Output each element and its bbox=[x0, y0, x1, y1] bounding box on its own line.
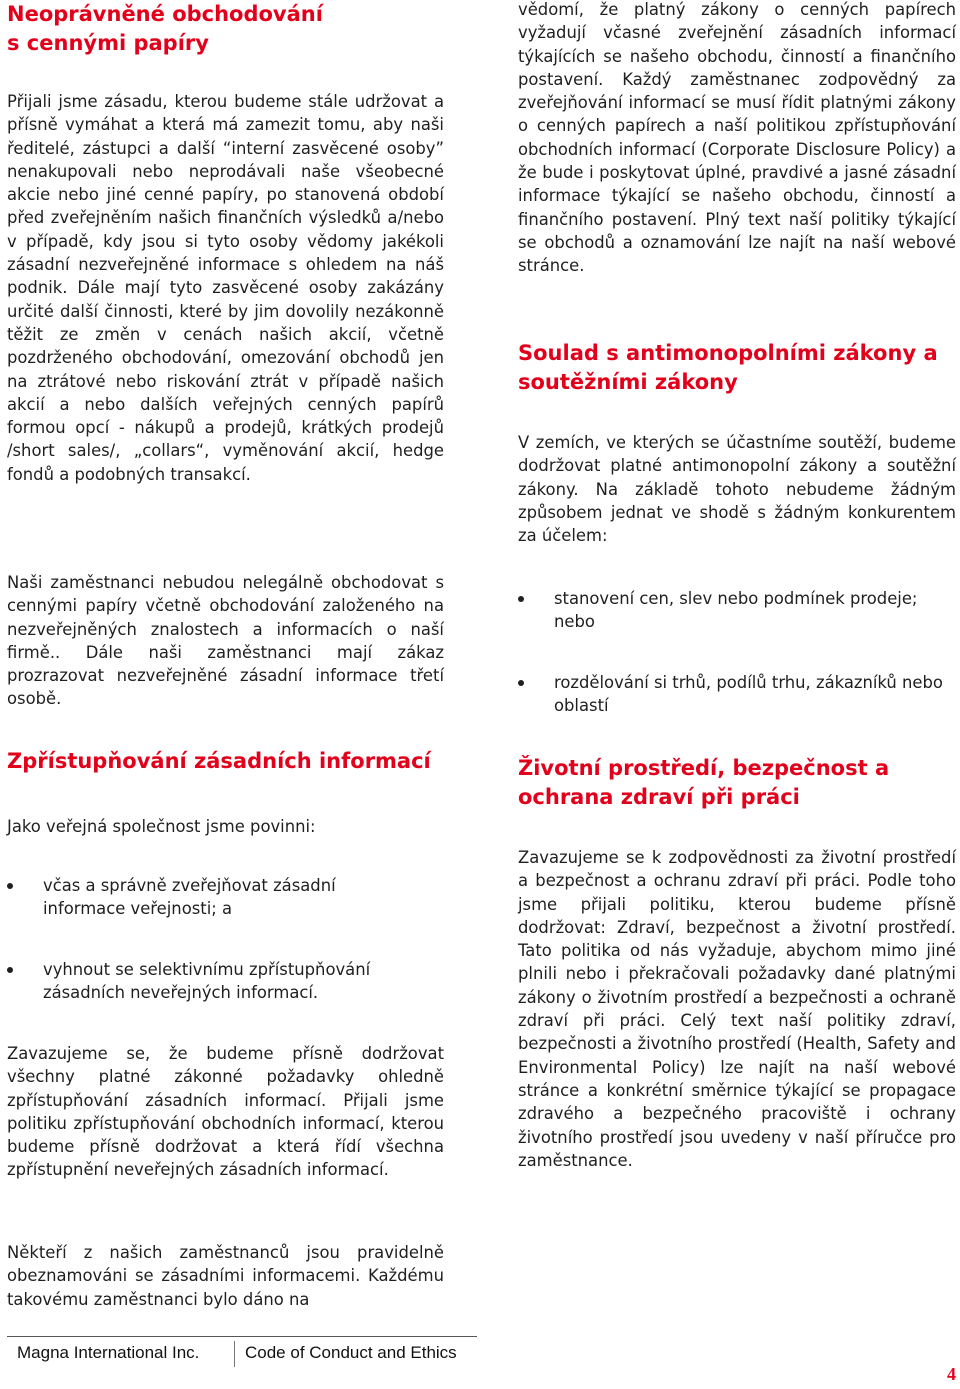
paragraph-environment-safety: Zavazujeme se k zodpovědnosti za životní prostředí a bezpečnost a ochranu zdraví při práci. Podle toho jsme přijali politiku, kterou budeme přísně dodržovat: Zdraví, bezpečnost a životní prostředí. Tato politika od nás vyžaduje, abychom mimo jiné plnili nebo i překračovali požadavky dané platnými zákony o životním prostředí a bezpečnosti a ochraně zdraví při práci. Celý text naší politiky zdraví, bezpečnosti a životního prostředí (Health, Safety and Environmental Policy) lze najít na naší webové stránce a konkrétní směrnice týkající se propagace zdravého a bezpečného pracoviště i ochrany životního prostředí jsou uvedeny v naší příručce pro zaměstnance. bbox=[518, 848, 956, 1170]
antitrust-list bbox=[518, 587, 956, 717]
list-item: stanovení cen, slev nebo podmínek prodeje; nebo bbox=[518, 587, 956, 634]
paragraph-obligations-intro: Jako veřejná společnost jsme povinni: bbox=[7, 817, 316, 836]
list-item: rozdělování si trhů, podílů trhu, zákazníků nebo oblastí bbox=[518, 671, 956, 718]
bullet-icon bbox=[7, 967, 13, 973]
footer-company: Magna International Inc. bbox=[17, 1343, 200, 1362]
paragraph-insider-policy: Přijali jsme zásadu, kterou budeme stále udržovat a přísně vymáhat a která má zamezit tomu, aby naši ředitelé, zástupci a další “interní zasvěcené osoby” nenakupovali nebo neprodávali naše všeobecné akcie nebo jiné cenné papíry, po stanovená období před zveřejněním našich finančních výsledků a/nebo v případě, kdy jsou si tyto osoby vědomy jakékoli zásadní nezveřejněné informace s ohledem na náš podnik. Dále mají tyto zasvěcené osoby zakázány určité další činnosti, které by jim dovolily nezákonně těžit ze změn v cenách našich akcií, včetně pozdrženého obchodování, omezování obchodů jen na ztrátové nebo riskování ztrát v případě našich akcií a nebo dalších veřejných cenných papírů formou opcí - nákupů a prodejů, krátkých prodejů /short sales/, „collars“, vyměnování akcií, hedge fondů a podobných transakcí. bbox=[7, 92, 444, 484]
list-item: vyhnout se selektivnímu zpřístupňování zásadních neveřejných informací. bbox=[7, 958, 397, 1005]
page-number: 4 bbox=[947, 1364, 956, 1384]
paragraph-employee-trading: Naši zaměstnanci nebudou nelegálně obchodovat s cennými papíry včetně obchodování založeného na nezveřejněných znalostech a informacích o naší firmě.. Dále naši zaměstnanci mají zákaz prozrazovat nezveřejněné zásadní informace třetí osobě. bbox=[7, 573, 444, 709]
bullet-icon bbox=[7, 883, 13, 889]
paragraph-employee-notice: Někteří z našich zaměstnanců jsou pravidelně obeznamováni se zásadními informacemi. Každému takovému zaměstnanci bylo dáno na bbox=[7, 1243, 444, 1309]
footer-document-title: Code of Conduct and Ethics bbox=[245, 1343, 457, 1362]
list-item: včas a správně zveřejňovat zásadní informace veřejnosti; a bbox=[7, 874, 397, 921]
heading-insider-trading: Neoprávněné obchodování s cennými papíry bbox=[7, 2, 323, 55]
footer-divider bbox=[234, 1341, 235, 1367]
paragraph-antitrust: V zemích, ve kterých se účastníme soutěží, budeme dodržovat platné antimonopolní zákony a soutěžní zákony. Na základě tohoto nebudeme žádným způsobem jednat ve shodě s žádným konkurentem za účelem: bbox=[518, 433, 956, 546]
paragraph-disclosure-commitment: Zavazujeme se, že budeme přísně dodržovat všechny platné zákonné požadavky ohledně zpřístupňování zásadních informací. Přijali jsme politiku zpřístupňování obchodních informací, kterou budeme přísně dodržovat a která řídí všechna zpřístupnění neveřejných zásadních informací. bbox=[7, 1044, 444, 1180]
page-footer bbox=[7, 1336, 477, 1377]
heading-antitrust: Soulad s antimonopolními zákony a soutěžními zákony bbox=[518, 341, 938, 394]
heading-disclosure: Zpřístupňování zásadních informací bbox=[7, 749, 431, 773]
paragraph-disclosure-policy: vědomí, že platný zákony o cenných papírech vyžadují včasné zveřejnění zásadních informací týkajících se našeho obchodu, činností a finančního postavení. Každý zaměstnanec zodpovědný za zveřejňování informací se musí řídit platnými zákony o cenných papírech a naší politikou zpřístupňování obchodních informací (Corporate Disclosure Policy) a že bude i poskytovat úplné, pravdivé a jasné zásadní informace týkající se našeho obchodu, činností a finančního postavení. Plný text naší politiky týkající se obchodů a oznamování lze najít na naší webové stránce. bbox=[518, 0, 956, 276]
obligations-list bbox=[7, 874, 397, 1004]
bullet-icon bbox=[518, 596, 524, 602]
heading-environment-safety: Životní prostředí, bezpečnost a ochrana zdraví při práci bbox=[518, 756, 890, 809]
bullet-icon bbox=[518, 680, 524, 686]
